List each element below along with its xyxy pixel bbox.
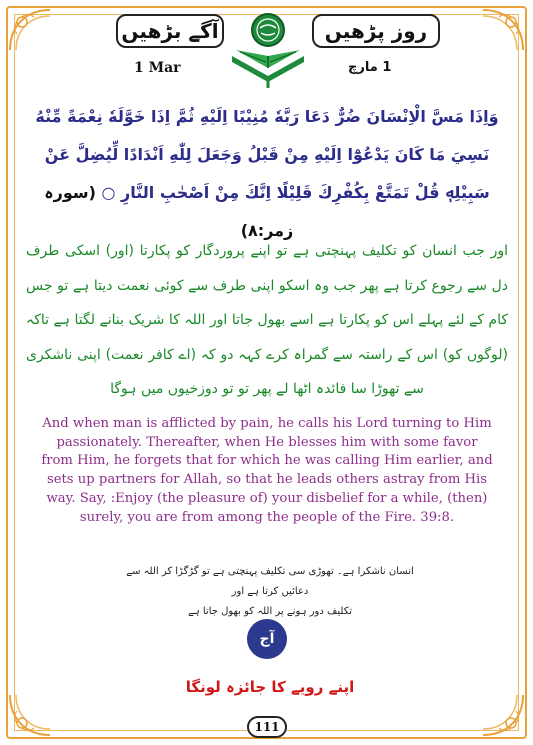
date-english: 1 Mar (134, 60, 181, 76)
corner-ornament-icon (481, 693, 525, 737)
reflection-note-line-1: انسان ناشکرا ہے۔ تھوڑی سی تکلیف پہنچتی ہے تو گڑگڑا کر اللہ سے دعائیں کرتا ہے اور (126, 566, 414, 597)
reflection-note-line-2: تکلیف دور ہونے پر اللہ کو بھول جاتا ہے (187, 606, 353, 617)
verse-arabic-text: وَاِذَا مَسَّ الْاِنْسَانَ ضُرٌّ دَعَا رَبَّهٗ مُنِيْبًا اِلَيْهِ ثُمَّ اِذَا خَوَّلَهٗ نِعْمَةً مِّنْهُ نَسِيَ مَا كَانَ يَدْعُوْٓا اِلَيْهِ مِنْ قَبْلُ وَجَعَلَ لِلّٰهِ اَنْدَادًا لِّيُضِلَّ عَنْ سَبِيْلِهٖ قُلْ تَمَتَّعْ بِكُفْرِكَ قَلِيْلًا اِنَّكَ مِنْ اَصْحٰبِ النَّارِ ○ (35, 107, 499, 202)
today-badge (247, 619, 287, 659)
reflection-note (120, 562, 420, 622)
header-title-left-text: آگے بڑھیں (121, 19, 219, 43)
verse-arabic (32, 98, 502, 250)
verse-reference: (سورہ زمر:۸) (44, 183, 294, 240)
corner-ornament-icon (8, 8, 52, 52)
quran-emblem-icon (226, 6, 310, 90)
header-title-right (312, 14, 440, 48)
page-number (247, 716, 287, 738)
page-number-text: 111 (254, 720, 280, 734)
today-badge-label: آج (259, 631, 275, 647)
header-title-right-text: روز پڑھیں (324, 19, 428, 43)
header-title-left (116, 14, 224, 48)
corner-ornament-icon (481, 8, 525, 52)
verse-urdu-translation: اور جب انسان کو تکلیف پہنچتی ہے تو اپنے پروردگار کو پکارتا (اور) اسکی طرف دل سے رجوع کرتا ہے پھر جب وہ اسکو اپنی طرف سے کوئی نعمت دیتا ہے تو جس کام کے لئے پہلے اس کو پکارتا ہے اسے بھول جاتا اور اللہ کا شریک بنانے لگتا ہے تاکہ (لوگوں کو) اس کے راستہ سے گمراہ کرے کہہ دو کہ (اے کافر نعمت) اپنی ناشکری سے تھوڑا سا فائدہ اٹھا لے پھر تو تو دوزخیوں میں ہوگا (26, 243, 508, 397)
verse-english-translation: And when man is afflicted by pain, he calls his Lord turning to Him passionately. Thereafter, when He blesses him with some favor from Him, he forgets that for which he was calling Him earlier, and sets up partners for Allah, so that he leads others astray from His way. Say, :Enjoy (the pleasure of) your disbelief for a while, (then) surely, you are from among the people of the Fire. 39:8. (41, 416, 493, 525)
today-resolution: اپنے رویے کا جائزہ لونگا (185, 678, 355, 696)
date-urdu: 1 مارچ (348, 60, 392, 75)
corner-ornament-icon (8, 693, 52, 737)
